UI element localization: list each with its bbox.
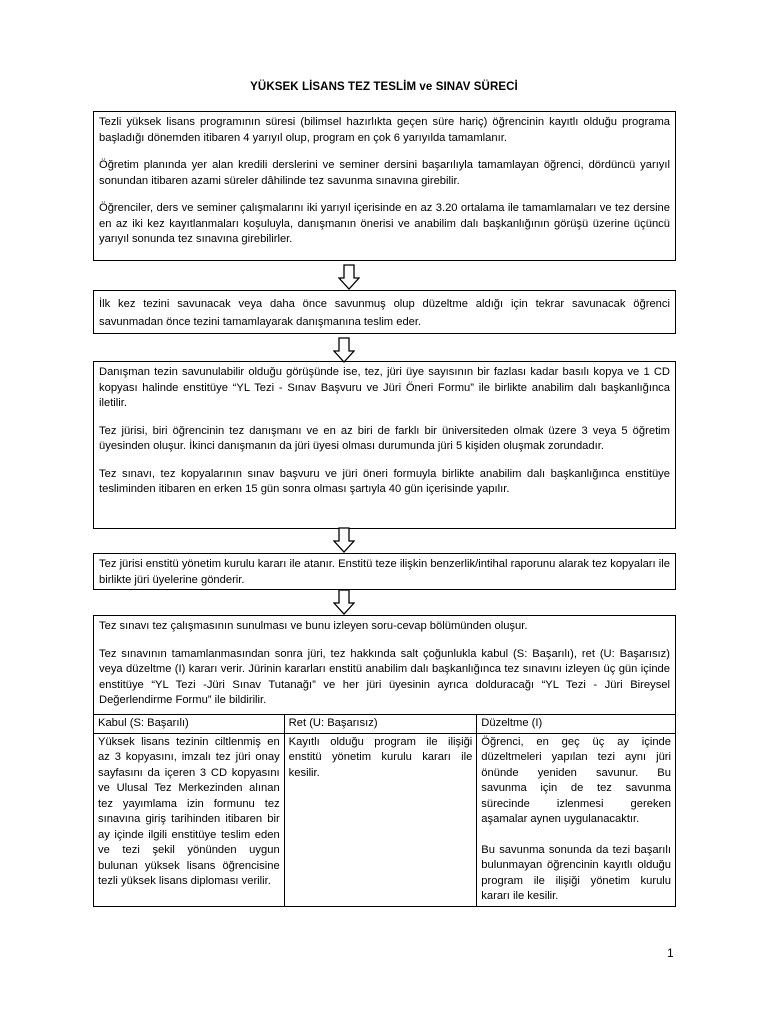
step-3-box: [93, 361, 676, 529]
header-duzeltme: Düzeltme (I): [477, 715, 676, 734]
step-5-paragraph-2: Tez sınavının tamamlanmasından sonra jüri, tez hakkında salt çoğunlukla kabul (S: Başarılı), ret (U: Başarısız) veya düzeltme (I) kararı verir. Jürinin kararları enstitü anabilim dalı başkanlığınca tez sınavını izleyen üç gün içinde enstitüye “YL Tezi -Jüri Sınav Tutanağı” ve her jüri üyesinin ayrıca dolduracağı “YL Tezi - Jüri Bireysel Değerlendirme Formu” ile bildirilir.: [99, 647, 670, 706]
step-5-paragraph-1: Tez sınavı tez çalışmasının sunulması ve bunu izleyen soru-cevap bölümünden oluşur.: [99, 620, 528, 632]
results-header-row: [94, 715, 676, 734]
ret-text: Kayıtlı olduğu program ile ilişiği enstitü yönetim kurulu kararı ile kesilir.: [288, 735, 473, 779]
step-2-box: [93, 290, 676, 334]
page-number: 1: [667, 946, 674, 960]
step-4-box: [93, 553, 676, 590]
results-content-row: [94, 733, 676, 906]
step-1-paragraph-1: Tezli yüksek lisans programının süresi (bilimsel hazırlıkta geçen süre hariç) öğrencinin kayıtlı olduğu programa başladığı dönemden itibaren 4 yarıyıl olup, program en çok 6 yarıyılda tamamlanır.: [99, 116, 670, 144]
down-arrow-icon: [333, 337, 355, 363]
ret-cell: [284, 733, 477, 906]
step-1-box: [93, 111, 676, 261]
document-title: YÜKSEK LİSANS TEZ TESLİM ve SINAV SÜRECİ: [250, 81, 518, 93]
step-2-paragraph-1: İlk kez tezini savunacak veya daha önce savunmuş olup düzeltme aldığı için tekrar savunacak öğrenci savunmadan önce tezini tamamlayarak danışmanına teslim eder.: [99, 298, 670, 328]
duzeltme-text-1: Öğrenci, en geç üç ay içinde düzeltmeleri yapılan tezi aynı jüri önünde yeniden savunur. Bu savunma için de tez savunma sürecinde izlenmesi gereken aşamalar aynen uygulanacaktır.: [481, 735, 671, 825]
step-1-paragraph-2: Öğretim planında yer alan kredili derslerini ve seminer dersini başarılıyla tamamlayan öğrenci, dördüncü yarıyıl sonundan itibaren azami süreler dâhilinde tez savunma sınavına girebilir.: [99, 159, 670, 187]
duzeltme-text-2: Bu savunma sonunda da tezi başarılı bulunmayan öğrencinin kayıtlı olduğu program ile ilişiği yönetim kurulu kararı ile kesilir.: [481, 843, 671, 902]
kabul-text: Yüksek lisans tezinin ciltlenmiş en az 3 kopyasını, imzalı tez jüri onay sayfasını da içeren 3 CD kopyasını ve Ulusal Tez Merkezinden alınan tez yayımlama izin formunu tez sınavına giriş tarihinden itibaren bir ay içinde ilgili enstitüye teslim eden ve tezi şekil yönünden uygun bulunan yüksek lisans öğrencisine tezli yüksek lisans diploması verilir.: [98, 735, 280, 887]
step-3-paragraph-2: Tez jürisi, biri öğrencinin tez danışmanı ve en az biri de farklı bir üniversiteden olmak üzere 3 veya 5 öğretim üyesinden oluşur. İkinci danışmanın da jüri üyesi olması durumunda jüri 5 kişiden oluşmak zorundadır.: [99, 424, 670, 452]
down-arrow-icon: [333, 527, 355, 553]
step-1-paragraph-3: Öğrenciler, ders ve seminer çalışmalarını iki yarıyıl içerisinde en az 3.20 ortalama ile tamamlamaları ve tez dersine en az iki kez kayıtlanmaları koşuluyla, danışmanın önerisi ve anabilim dalı başkanlığının görüşü üzerine üçüncü yarıyıl sonunda tez sınavına girebilirler.: [99, 202, 670, 245]
step-4-paragraph-1: Tez jürisi enstitü yönetim kurulu kararı ile atanır. Enstitü teze ilişkin benzerlik/intihal raporunu alarak tez kopyaları ile birlikte jüri üyelerine gönderir.: [99, 558, 670, 586]
kabul-cell: [94, 733, 285, 906]
header-ret: Ret (U: Başarısız): [284, 715, 477, 734]
step-5-box: [93, 615, 676, 715]
results-table: [93, 714, 676, 907]
down-arrow-icon: [338, 264, 360, 290]
step-3-paragraph-3: Tez sınavı, tez kopyalarının sınav başvuru ve jüri öneri formuyla birlikte anabilim dalı başkanlığınca enstitüye tesliminden itibaren en erken 15 gün sonra olması şartıyla 40 gün içerisinde yapılır.: [99, 467, 670, 495]
step-3-paragraph-1: Danışman tezin savunulabilir olduğu görüşünde ise, tez, jüri üye sayısının bir fazlası kadar basılı kopya ve 1 CD kopyası halinde enstitüye “YL Tezi - Sınav Başvuru ve Jüri Öneri Formu” ile birlikte anabilim dalı başkanlığınca iletilir.: [99, 366, 670, 409]
header-kabul: Kabul (S: Başarılı): [94, 715, 285, 734]
duzeltme-cell: [477, 733, 676, 906]
down-arrow-icon: [333, 589, 355, 615]
